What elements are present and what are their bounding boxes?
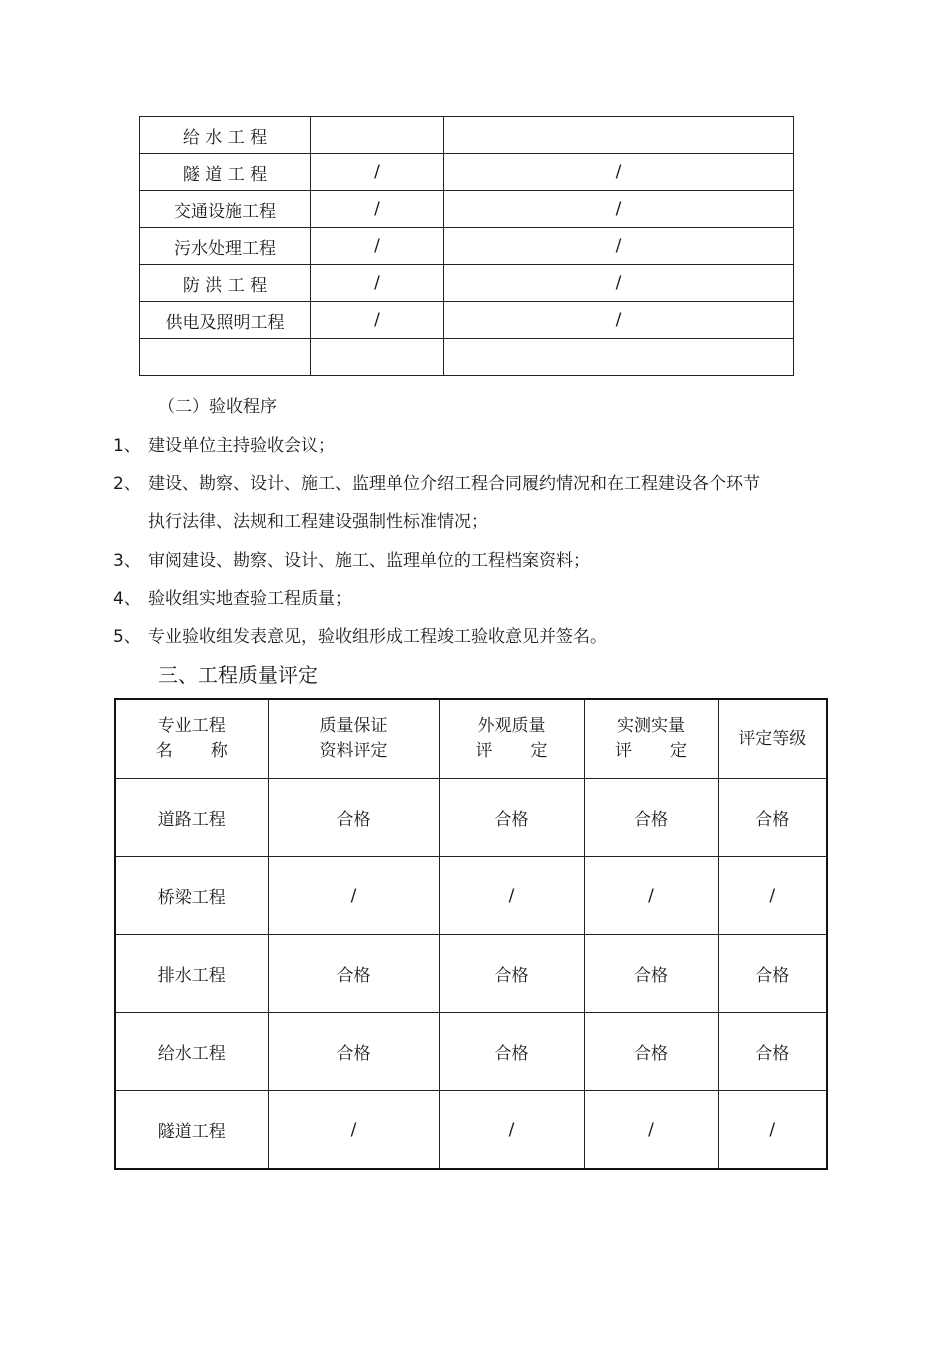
value-cell: /: [444, 154, 794, 191]
column-header-project: [115, 699, 268, 779]
table-row: [140, 265, 794, 302]
value-cell: /: [444, 228, 794, 265]
procedure-heading: （二）验收程序: [158, 397, 277, 417]
value-cell: 合格: [439, 1013, 584, 1091]
value-cell: /: [311, 265, 444, 302]
value-cell: 合格: [268, 935, 439, 1013]
header-char: 定: [530, 741, 548, 761]
value-cell: 合格: [584, 935, 718, 1013]
table-row: [140, 302, 794, 339]
value-cell: /: [718, 857, 827, 935]
project-name-cell: 隧 道 工 程: [140, 154, 311, 191]
project-scope-table: [139, 116, 794, 376]
list-item-number: 1、: [113, 436, 141, 456]
header-line: 专业工程: [157, 716, 226, 736]
value-cell: [444, 339, 794, 376]
column-header-measurement: [584, 699, 718, 779]
header-line: 外观质量: [477, 716, 546, 736]
value-cell: [311, 117, 444, 154]
value-cell: 合格: [268, 1013, 439, 1091]
project-name-cell: 交通设施工程: [140, 191, 311, 228]
value-cell: /: [268, 857, 439, 935]
header-char: 评: [475, 741, 493, 761]
value-cell: /: [268, 1091, 439, 1170]
header-char: 称: [210, 741, 228, 761]
value-cell: [444, 117, 794, 154]
list-item: 验收组实地查验工程质量；: [148, 589, 352, 609]
value-cell: /: [439, 1091, 584, 1170]
value-cell: 合格: [718, 1013, 827, 1091]
value-cell: [311, 339, 444, 376]
list-item-continuation: 执行法律、法规和工程建设强制性标准情况；: [148, 512, 488, 532]
project-name-cell: 排水工程: [115, 935, 268, 1013]
header-line: [156, 739, 228, 764]
project-name-cell: 污水处理工程: [140, 228, 311, 265]
value-cell: 合格: [584, 779, 718, 857]
table-row: [115, 1091, 827, 1170]
value-cell: /: [311, 302, 444, 339]
header-char: 评: [615, 741, 632, 761]
header-line: 实测实量: [617, 716, 685, 736]
table-row: [115, 857, 827, 935]
project-name-cell: 隧道工程: [115, 1091, 268, 1170]
list-item: 建设、勘察、设计、施工、监理单位介绍工程合同履约情况和在工程建设各个环节: [148, 474, 760, 494]
value-cell: 合格: [439, 935, 584, 1013]
project-name-cell: 供电及照明工程: [140, 302, 311, 339]
header-line: 资料评定: [319, 741, 388, 761]
list-item: 专业验收组发表意见，验收组形成工程竣工验收意见并签名。: [148, 627, 607, 647]
value-cell: /: [584, 1091, 718, 1170]
project-name-cell: 桥梁工程: [115, 857, 268, 935]
value-cell: 合格: [439, 779, 584, 857]
list-item-number: 3、: [113, 551, 141, 571]
value-cell: 合格: [718, 935, 827, 1013]
table-row: [140, 228, 794, 265]
value-cell: 合格: [584, 1013, 718, 1091]
value-cell: /: [718, 1091, 827, 1170]
project-name-cell: 给水工程: [115, 1013, 268, 1091]
value-cell: 合格: [268, 779, 439, 857]
value-cell: /: [439, 857, 584, 935]
header-char: 定: [670, 741, 687, 761]
value-cell: /: [584, 857, 718, 935]
table-row: [115, 779, 827, 857]
project-name-cell: [140, 339, 311, 376]
project-name-cell: 道路工程: [115, 779, 268, 857]
value-cell: /: [444, 191, 794, 228]
project-name-cell: 给 水 工 程: [140, 117, 311, 154]
list-item-number: 4、: [113, 589, 141, 609]
table-row: [115, 935, 827, 1013]
header-line: [476, 739, 548, 764]
section-heading: 三、工程质量评定: [158, 663, 318, 687]
list-item-number: 5、: [113, 627, 141, 647]
value-cell: /: [311, 191, 444, 228]
column-header-grade: 评定等级: [718, 699, 827, 779]
list-item: 建设单位主持验收会议；: [148, 436, 335, 456]
table-row: [140, 117, 794, 154]
header-char: 名: [155, 741, 173, 761]
list-item-number: 2、: [113, 474, 141, 494]
table-row: [140, 339, 794, 376]
table-header-row: [115, 699, 827, 779]
value-cell: /: [311, 154, 444, 191]
table-row: [140, 191, 794, 228]
value-cell: 合格: [718, 779, 827, 857]
value-cell: /: [444, 302, 794, 339]
quality-assessment-table: [114, 698, 828, 1170]
column-header-documents: [268, 699, 439, 779]
table-row: [140, 154, 794, 191]
value-cell: /: [444, 265, 794, 302]
list-item: 审阅建设、勘察、设计、施工、监理单位的工程档案资料；: [148, 551, 590, 571]
table-row: [115, 1013, 827, 1091]
header-line: 质量保证: [319, 716, 388, 736]
header-line: [615, 739, 687, 764]
project-name-cell: 防 洪 工 程: [140, 265, 311, 302]
column-header-appearance: [439, 699, 584, 779]
value-cell: /: [311, 228, 444, 265]
